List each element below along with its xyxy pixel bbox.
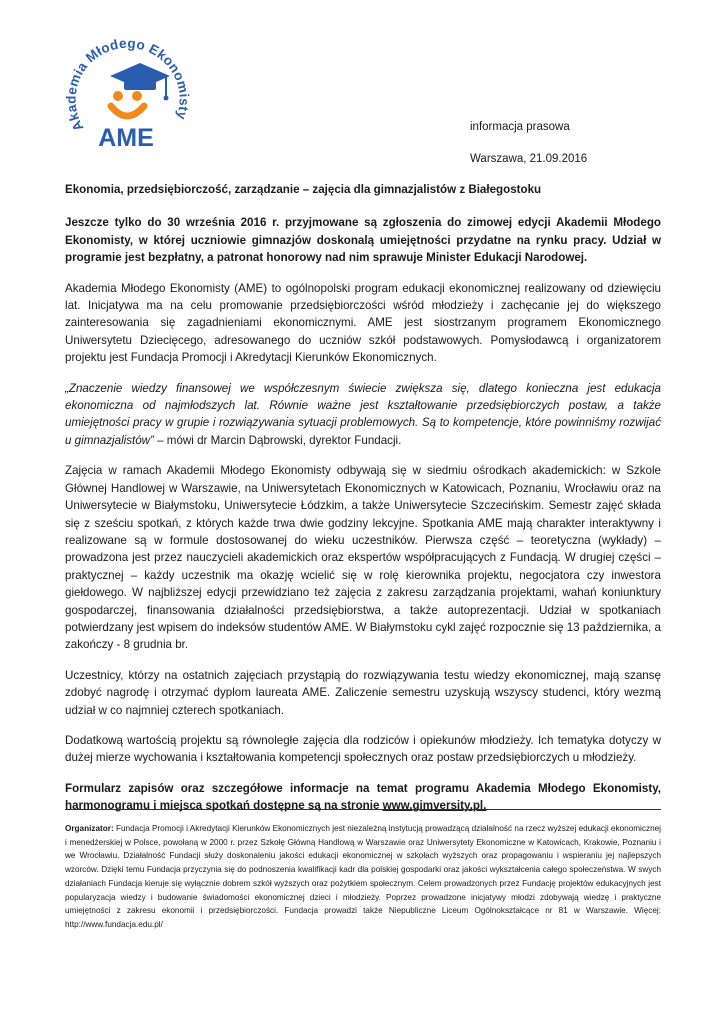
smile-face-icon xyxy=(111,91,144,116)
gimversity-link[interactable]: www.gimversity.pl. xyxy=(382,799,487,813)
ame-logo xyxy=(58,20,200,162)
quote-attribution: – mówi dr Marcin Dąbrowski, dyrektor Fundacji. xyxy=(153,433,402,447)
quote-paragraph xyxy=(65,380,661,450)
cta-text: Formularz zapisów oraz szczegółowe informacje na temat programu Akademia Młodego Ekonomisty, harmonogramu i miejsca spotkań dostępne są na stronie xyxy=(65,781,661,813)
paragraph-test: Uczestnicy, którzy na ostatnich zajęciach przystąpią do rozwiązywania testu wiedzy ekonomicznej, mają szansę zdobyć nagrodę i otrzymać dyplom laureata AME. Zaliczenie semestru uzyskują wszyscy studenci, który wezmą udział w co najmniej czterech spotkaniach. xyxy=(65,668,661,717)
organizer-footer xyxy=(65,822,661,932)
logo-arc-text: Akademia Młodego Ekonomisty xyxy=(63,35,192,134)
press-release-label: informacja prasowa xyxy=(470,121,570,133)
article-title: Ekonomia, przedsiębiorczość, zarządzanie – zajęcia dla gimnazjalistów z Białegostoku xyxy=(65,183,542,196)
article-lead: Jeszcze tylko do 30 września 2016 r. przyjmowane są zgłoszenia do zimowej edycji Akademii Młodego Ekonomisty, w której uczniowie gimnazjów doskonalą umiejętności przydatne na rynku pracy. Udział w programie jest bezpłatny, a patronat honorowy nad nim sprawuje Minister Edukacji Narodowej. xyxy=(65,216,661,265)
paragraph-classes: Zajęcia w ramach Akademii Młodego Ekonomisty odbywają się w siedmiu ośrodkach akademickich: w Szkole Głównej Handlowej w Warszawie, na Uniwersytetach Ekonomicznych w Katowicach, Poznaniu, Wrocławiu oraz na Uniwersytecie w Białymstoku, Uniwersytecie Łódzkim, a także Uniwersytecie Szczecińskim. Semestr zajęć składa się z sześciu spotkań, z których każde trwa dwie godziny lekcyjne. Spotkania AME mają charakter interaktywny i realizowane są w formule dostosowanej do wieku uczestników. Pierwsza część – teoretyczna (wykłady) – prowadzona jest przez nauczycieli akademickich oraz ekspertów współpracujących z Fundacją. W drugiej części – praktycznej – każdy uczestnik ma okazję wcielić się w rolę kierownika projektu, negocjatora czy inwestora giełdowego. W najbliższej edycji przewidziano też zajęcia z zakresu zarządzania projektami, wahań koniunktury gospodarczej, finansowania działalności przedsiębiorstwa, a także autoprezentacji. Udział w spotkaniach potwierdzany jest wpisem do indeksów studentów AME. W Białymstoku cykl zajęć rozpocznie się 13 października, a zakończy - 8 grudnia br. xyxy=(65,464,661,652)
footer-text: Fundacja Promocji i Akredytacji Kierunków Ekonomicznych jest niezależną instytucją prowadzącą działalność na rzecz wyższej edukacji ekonomicznej i menedżerskiej w Polsce, powołaną w 2000 r. przez Szkołę Główną Handlową w Warszawie oraz Uniwersytety Ekonomiczne w Katowicach, Krakowie, Poznaniu i we Wrocławiu. Działalność Fundacji służy doskonaleniu jakości edukacji ekonomicznej w szkołach wyższych oraz propagowaniu i wspieraniu jej najlepszych wzorców. Dzięki temu Fundacja przyczynia się do podnoszenia kwalifikacji kadr dla polskiej gospodarki oraz jakości wykształcenia całego społeczeństwa. W swych działaniach Fundacja kieruje się wyłącznie dobrem szkół wyższych oraz pożytkiem społecznym. Celem prowadzonych przez Fundację projektów edukacyjnych jest popularyzacja wiedzy i budowanie świadomości ekonomicznej dzieci i młodzieży. Poprzez prowadzone inicjatywy młodzi zdobywają wiedzę i praktyczne umiejętności z zakresu ekonomii i przedsiębiorczości. Fundacja prowadzi także Niepubliczne Liceum Ogólnokształcące nr 81 w Warszawie. Więcej: http://www.fundacja.edu.pl/ xyxy=(65,824,661,929)
quote-text: „Znaczenie wiedzy finansowej we współczesnym świecie zwiększa się, dlatego konieczna jest edukacja ekonomiczna od najmłodszych lat. Równie ważne jest kształtowanie przedsiębiorczych postaw, a także umiejętności pracy w grupie i rozwiązywania sytuacji problemowych. Są to kompetencje, które powinniśmy rozwijać u gimnazjalistów” xyxy=(65,381,661,447)
footer-label: Organizator: xyxy=(65,824,114,833)
article-body xyxy=(65,181,661,828)
logo-abbr: AME xyxy=(98,124,154,152)
paragraph-program: Akademia Młodego Ekonomisty (AME) to ogólnopolski program edukacji ekonomicznej realizowany od dziewięciu lat. Inicjatywa ma na celu promowanie przedsiębiorczości wśród młodzieży i zachęcanie jej do większego zainteresowania się zagadnieniami ekonomicznymi. AME jest siostrzanym programem Ekonomicznego Uniwersytetu Dziecięcego, adresowanego do uczniów szkół podstawowych. Pomysłodawcą i organizatorem projektu jest Fundacja Promocji i Akredytacji Kierunków Ekonomicznych. xyxy=(65,281,661,365)
place-date: Warszawa, 21.09.2016 xyxy=(470,153,588,165)
footer-divider xyxy=(65,809,661,810)
paragraph-parents: Dodatkową wartością projektu są równoległe zajęcia dla rodziców i opiekunów młodzieży. Ich tematyka dotyczy w dużej mierze wychowania i kształtowania kompetencji społecznych oraz postaw przedsiębiorczych u młodzieży. xyxy=(65,733,661,765)
